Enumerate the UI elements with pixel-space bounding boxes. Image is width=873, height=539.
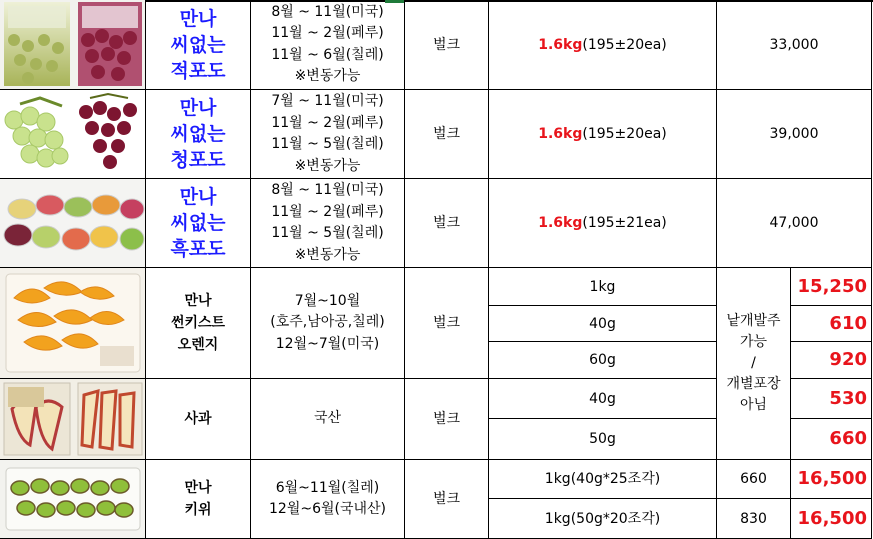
packaging-type: 벌크 bbox=[405, 379, 489, 460]
green-grape-photo bbox=[0, 90, 146, 179]
unit-price: 830 bbox=[717, 499, 791, 539]
price: 660 bbox=[791, 419, 872, 460]
packaging-type: 벌크 bbox=[405, 268, 489, 379]
price: 39,000 bbox=[717, 90, 872, 179]
unit-weight: 1.6kg (195±21ea) bbox=[489, 179, 717, 268]
product-name: 만나 씨없는 청포도 bbox=[146, 90, 251, 179]
product-name: 만나 씨없는 흑포도 bbox=[146, 179, 251, 268]
fruit-cup-photo bbox=[0, 179, 146, 268]
price: 610 bbox=[791, 306, 872, 342]
price: 16,500 bbox=[791, 499, 872, 539]
size-option: 40g bbox=[489, 379, 717, 419]
price: 920 bbox=[791, 342, 872, 379]
unit-price: 660 bbox=[717, 460, 791, 499]
size-option: 1kg(40g*25조각) bbox=[489, 460, 717, 499]
supply-period: 8월 ~ 11월(미국) 11월 ~ 2월(페루) 11월 ~ 6월(칠레) ※변동가능 bbox=[251, 0, 405, 90]
price: 47,000 bbox=[717, 179, 872, 268]
order-note: 낱개발주 가능 / 개별포장 아님 bbox=[717, 268, 791, 460]
origin: 국산 bbox=[251, 379, 405, 460]
price: 33,000 bbox=[717, 0, 872, 90]
price: 530 bbox=[791, 379, 872, 419]
supply-period: 8월 ~ 11월(미국) 11월 ~ 2월(페루) 11월 ~ 5월(칠레) ※변동가능 bbox=[251, 179, 405, 268]
product-name: 만나 씨없는 적포도 bbox=[146, 0, 251, 90]
kiwi-slices-photo bbox=[0, 460, 146, 539]
packaging-type: 벌크 bbox=[405, 179, 489, 268]
red-grape-package-photo bbox=[0, 0, 146, 90]
unit-weight: 1.6kg (195±20ea) bbox=[489, 90, 717, 179]
unit-weight: 1.6kg (195±20ea) bbox=[489, 0, 717, 90]
orange-slices-photo bbox=[0, 268, 146, 379]
packaging-type: 벌크 bbox=[405, 0, 489, 90]
packaging-type: 벌크 bbox=[405, 460, 489, 539]
product-name: 사과 bbox=[146, 379, 251, 460]
product-name: 만나 키위 bbox=[146, 460, 251, 539]
packaging-type: 벌크 bbox=[405, 90, 489, 179]
price: 15,250 bbox=[791, 268, 872, 306]
size-option: 50g bbox=[489, 419, 717, 460]
size-option: 60g bbox=[489, 342, 717, 379]
size-option: 1kg(50g*20조각) bbox=[489, 499, 717, 539]
product-name: 만나 썬키스트 오렌지 bbox=[146, 268, 251, 379]
supply-period: 7월~10월 (호주,남아공,칠레) 12월~7월(미국) bbox=[251, 268, 405, 379]
supply-period: 6월~11월(칠레) 12월~6월(국내산) bbox=[251, 460, 405, 539]
apple-slices-photo bbox=[0, 379, 146, 460]
size-option: 40g bbox=[489, 306, 717, 342]
size-option: 1kg bbox=[489, 268, 717, 306]
supply-period: 7월 ~ 11월(미국) 11월 ~ 2월(페루) 11월 ~ 5월(칠레) ※변동가능 bbox=[251, 90, 405, 179]
price: 16,500 bbox=[791, 460, 872, 499]
